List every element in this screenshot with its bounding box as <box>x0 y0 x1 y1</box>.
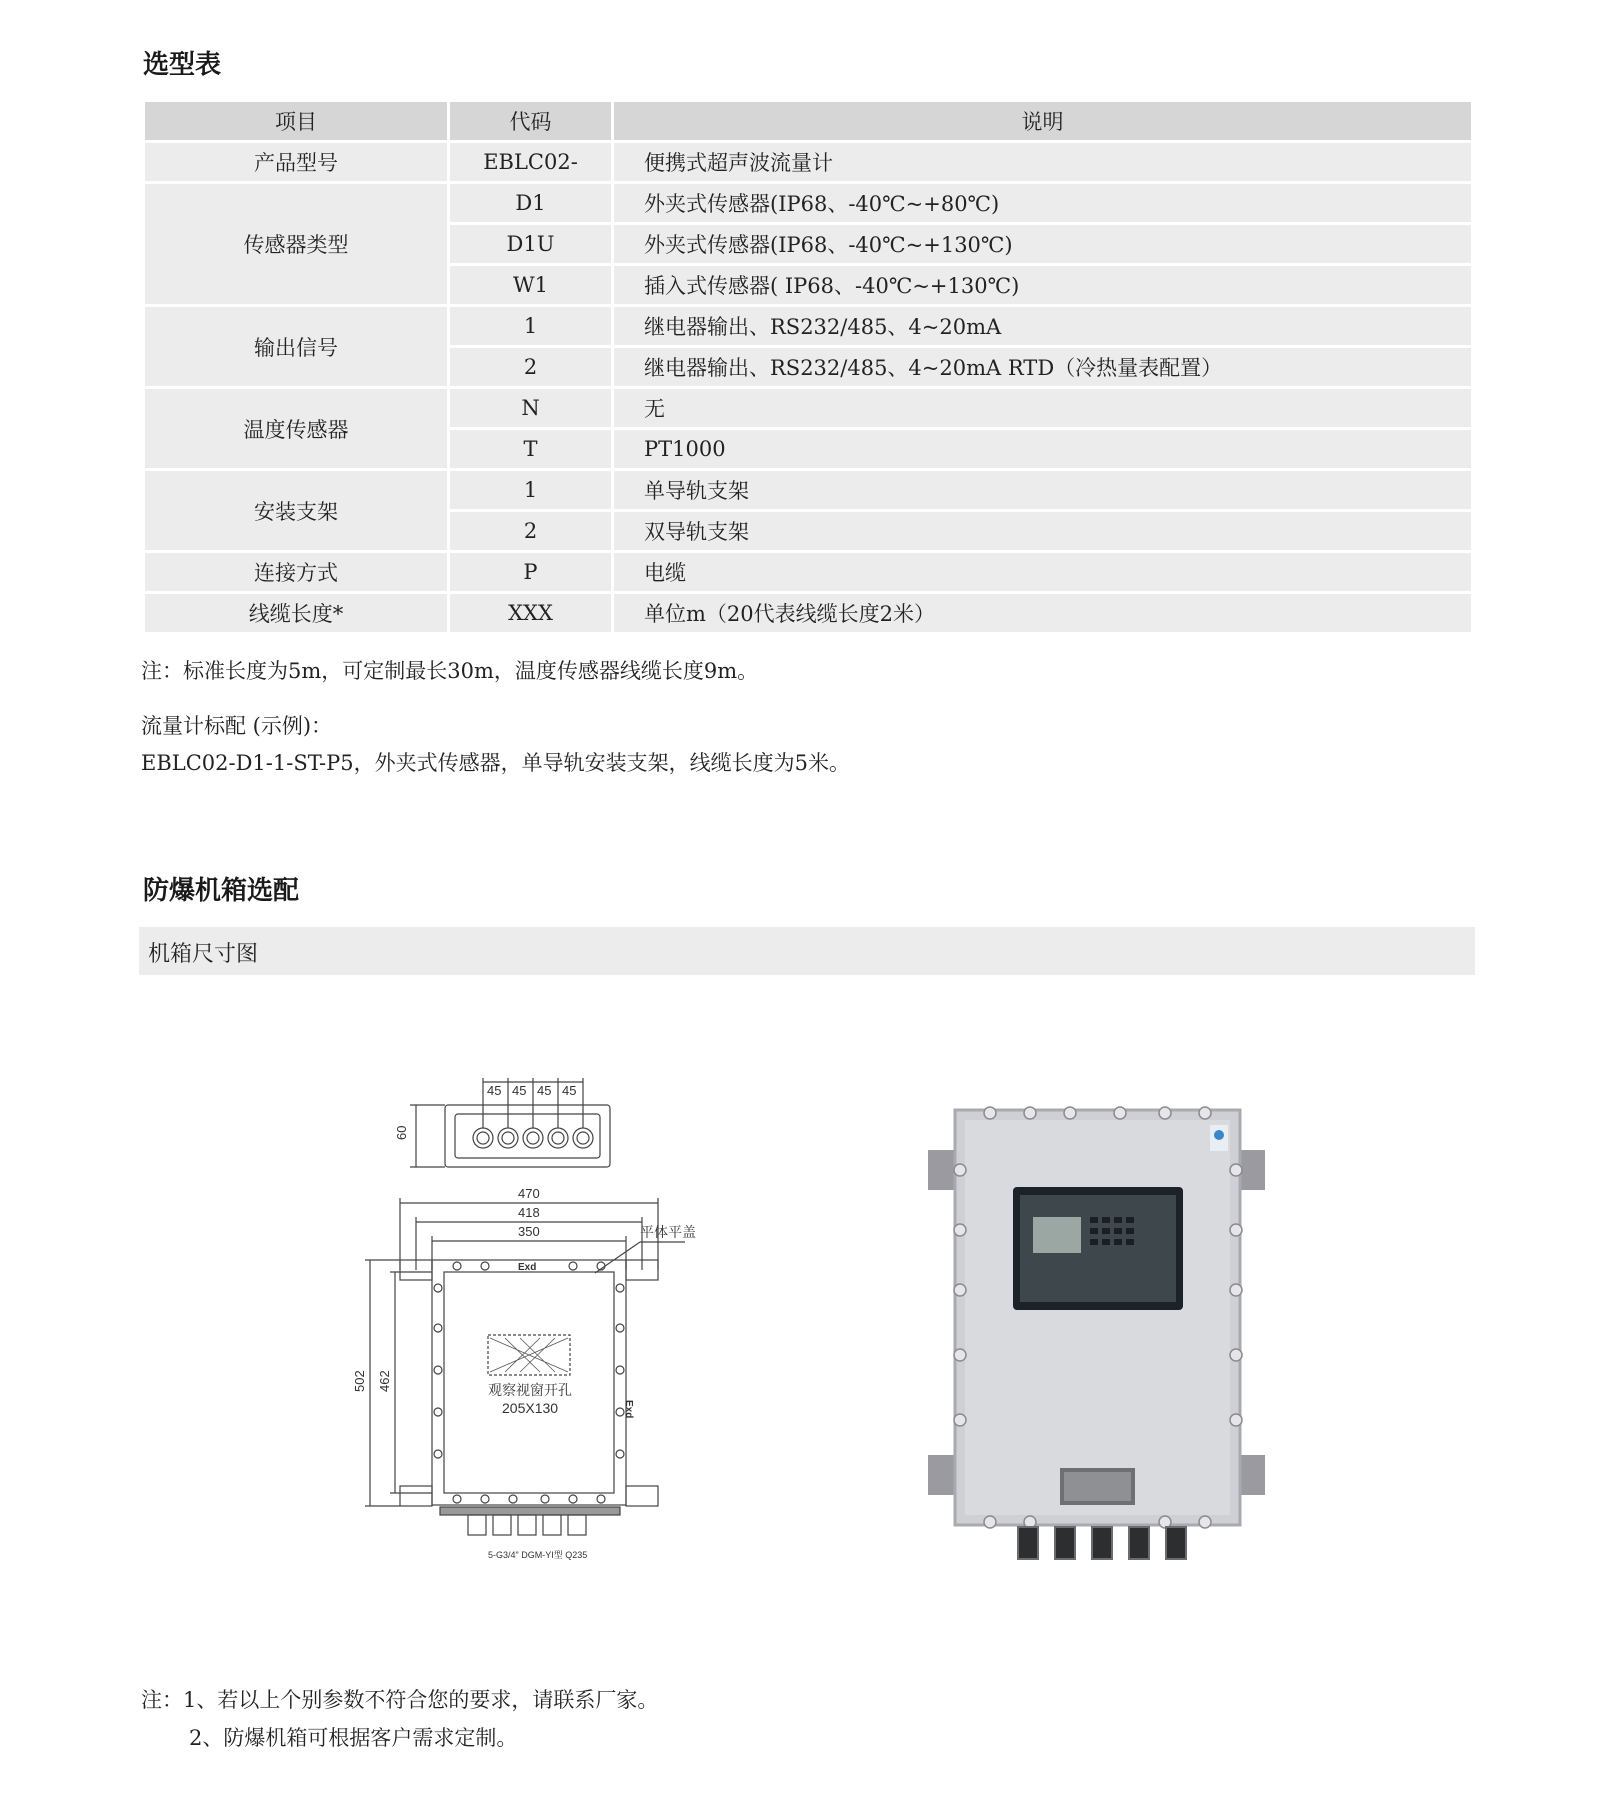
standard-length-note: 注：标准长度为5m，可定制最长30m，温度传感器线缆长度9m。 <box>141 659 759 683</box>
cell-item: 线缆长度* <box>145 594 447 632</box>
example-text: EBLC02-D1-1-ST-P5，外夹式传感器，单导轨安装支架，线缆长度为5米。 <box>141 751 850 775</box>
table-row <box>145 143 1471 181</box>
cell-code: 2 <box>450 348 611 386</box>
cell-desc: 外夹式传感器(IP68、-40℃~+80℃) <box>614 184 1471 222</box>
cell-code: P <box>450 553 611 591</box>
cell-code: D1 <box>450 184 611 222</box>
cell-code: D1U <box>450 225 611 263</box>
cell-item: 安装支架 <box>145 471 447 550</box>
footer-note-2: 2、防爆机箱可根据客户需求定制。 <box>189 1726 518 1750</box>
dim-462: 462 <box>377 1370 392 1392</box>
drawing-bottom-note: 5-G3/4" DGM-YI型 Q235 <box>488 1550 588 1560</box>
cell-desc: 继电器输出、RS232/485、4~20mA RTD（冷热量表配置） <box>614 348 1471 386</box>
window-size: 205X130 <box>502 1400 559 1416</box>
exd-top-label: Exd <box>518 1262 537 1273</box>
exd-side-label: Exd <box>623 1400 634 1419</box>
header-code: 代码 <box>450 102 611 140</box>
cell-desc: 电缆 <box>614 553 1471 591</box>
cell-item: 温度传感器 <box>145 389 447 468</box>
dim-350: 350 <box>518 1224 540 1239</box>
dim-45-a: 45 <box>487 1083 502 1098</box>
cell-code: W1 <box>450 266 611 304</box>
dim-60: 60 <box>394 1125 409 1140</box>
dim-45-d: 45 <box>562 1083 577 1098</box>
subsection-bar <box>139 927 1475 975</box>
header-desc: 说明 <box>614 102 1471 140</box>
cell-desc: 便携式超声波流量计 <box>614 143 1471 181</box>
cell-desc: 外夹式传感器(IP68、-40℃~+130℃) <box>614 225 1471 263</box>
cell-desc: PT1000 <box>614 430 1471 468</box>
table-row <box>145 307 1471 345</box>
cell-code: T <box>450 430 611 468</box>
table-row <box>145 471 1471 509</box>
dim-45-b: 45 <box>512 1083 527 1098</box>
window-label: 观察视窗开孔 <box>488 1382 572 1398</box>
header-item: 项目 <box>145 102 447 140</box>
table-row <box>145 553 1471 591</box>
section-title-selection: 选型表 <box>143 50 222 80</box>
table-row <box>145 184 1471 222</box>
cell-desc: 单导轨支架 <box>614 471 1471 509</box>
cell-desc: 单位m（20代表线缆长度2米） <box>614 594 1471 632</box>
cell-item: 输出信号 <box>145 307 447 386</box>
enclosure-dimension-drawing <box>340 1070 780 1600</box>
cell-desc: 插入式传感器( IP68、-40℃~+130℃) <box>614 266 1471 304</box>
cell-code: XXX <box>450 594 611 632</box>
cell-item: 产品型号 <box>145 143 447 181</box>
section-title-enclosure: 防爆机箱选配 <box>143 876 300 906</box>
dim-502: 502 <box>352 1370 367 1392</box>
table-header-row <box>145 102 1471 140</box>
cell-code: N <box>450 389 611 427</box>
cell-code: 2 <box>450 512 611 550</box>
footer-note-1: 注：1、若以上个别参数不符合您的要求，请联系厂家。 <box>141 1688 659 1712</box>
dim-418: 418 <box>518 1205 540 1220</box>
cell-code: 1 <box>450 471 611 509</box>
cell-code: 1 <box>450 307 611 345</box>
selection-table <box>142 99 1474 635</box>
cell-desc: 双导轨支架 <box>614 512 1471 550</box>
table-row <box>145 389 1471 427</box>
cell-item: 传感器类型 <box>145 184 447 304</box>
table-row <box>145 594 1471 632</box>
subsection-title: 机箱尺寸图 <box>148 942 259 967</box>
cover-label: 平体平盖 <box>640 1224 696 1240</box>
cell-desc: 无 <box>614 389 1471 427</box>
cell-item: 连接方式 <box>145 553 447 591</box>
enclosure-product-photo <box>920 1095 1280 1570</box>
cell-code: EBLC02- <box>450 143 611 181</box>
dim-470: 470 <box>518 1186 540 1201</box>
cell-desc: 继电器输出、RS232/485、4~20mA <box>614 307 1471 345</box>
dim-45-c: 45 <box>537 1083 552 1098</box>
example-title: 流量计标配 (示例)： <box>141 714 333 738</box>
